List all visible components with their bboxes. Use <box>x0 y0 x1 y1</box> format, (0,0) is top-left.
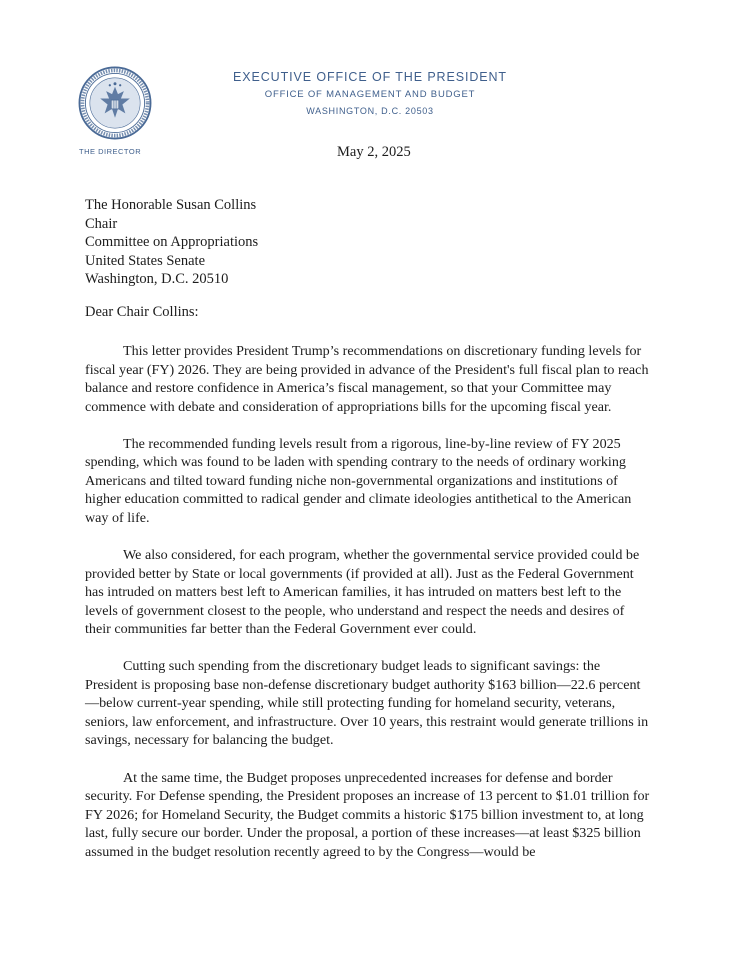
body-paragraph: This letter provides President Trump’s recommendations on discretionary funding levels for fiscal year (FY) 2026. They are being provided in advance of the President's full fiscal plan to reach balance and restore confidence in America’s fiscal management, so that your Committee may commence with debate and consideration of appropriations bills for the upcoming fiscal year. <box>85 343 649 415</box>
address-line: Committee on Appropriations <box>85 234 259 250</box>
address-line: The Honorable Susan Collins <box>85 197 257 213</box>
letter-date: May 2, 2025 <box>337 144 411 160</box>
body-paragraph: We also considered, for each program, whether the governmental service provided could be provided better by State or local governments (if provided at all). Just as the Federal Government has intruded on matters best left to American families, it has intruded on matters best left to the levels of government closest to the people, who understand and respect the needs and desires of their communities far better than the Federal Government ever could. <box>85 547 640 638</box>
body-paragraph: Cutting such spending from the discretionary budget leads to significant savings: the President is proposing base non-defense discretionary budget authority $163 billion—22.6 percent—below current-year spending, while still protecting funding for homeland security, veterans, seniors, law enforcement, and infrastructure. Over 10 years, this restraint would generate trillions in savings, necessary for balancing the budget. <box>85 658 649 749</box>
body-paragraph: At the same time, the Budget proposes unprecedented increases for defense and border security. For Defense spending, the President proposes an increase of 13 percent to $1.01 trillion for FY 2026; for Homeland Security, the Budget commits a historic $175 billion investment to, at long last, fully secure our border. Under the proposal, a portion of these increases—at least $325 billion assumed in the budget resolution recently agreed to by the Congress—would be <box>85 769 650 860</box>
salutation: Dear Chair Collins: <box>85 304 199 320</box>
letterhead-address: WASHINGTON, D.C. 20503 <box>306 106 434 116</box>
letterhead-agency: OFFICE OF MANAGEMENT AND BUDGET <box>264 89 476 100</box>
recipient-address <box>85 196 258 289</box>
body-paragraph: The recommended funding levels result from a rigorous, line-by-line review of FY 2025 spending, which was found to be laden with spending contrary to the needs of ordinary working Americans and tilted toward funding niche non-governmental organizations and institutions of higher education committed to radical gender and climate ideologies antithetical to the American way of life. <box>85 435 632 526</box>
address-line: United States Senate <box>85 252 206 269</box>
letter-body <box>85 342 651 880</box>
director-title: THE DIRECTOR <box>79 147 142 156</box>
letterhead-office: EXECUTIVE OFFICE OF THE PRESIDENT <box>233 70 507 84</box>
address-line: Washington, D.C. 20510 <box>85 271 229 287</box>
presidential-seal-icon <box>78 66 152 140</box>
address-line: Chair <box>85 215 118 232</box>
